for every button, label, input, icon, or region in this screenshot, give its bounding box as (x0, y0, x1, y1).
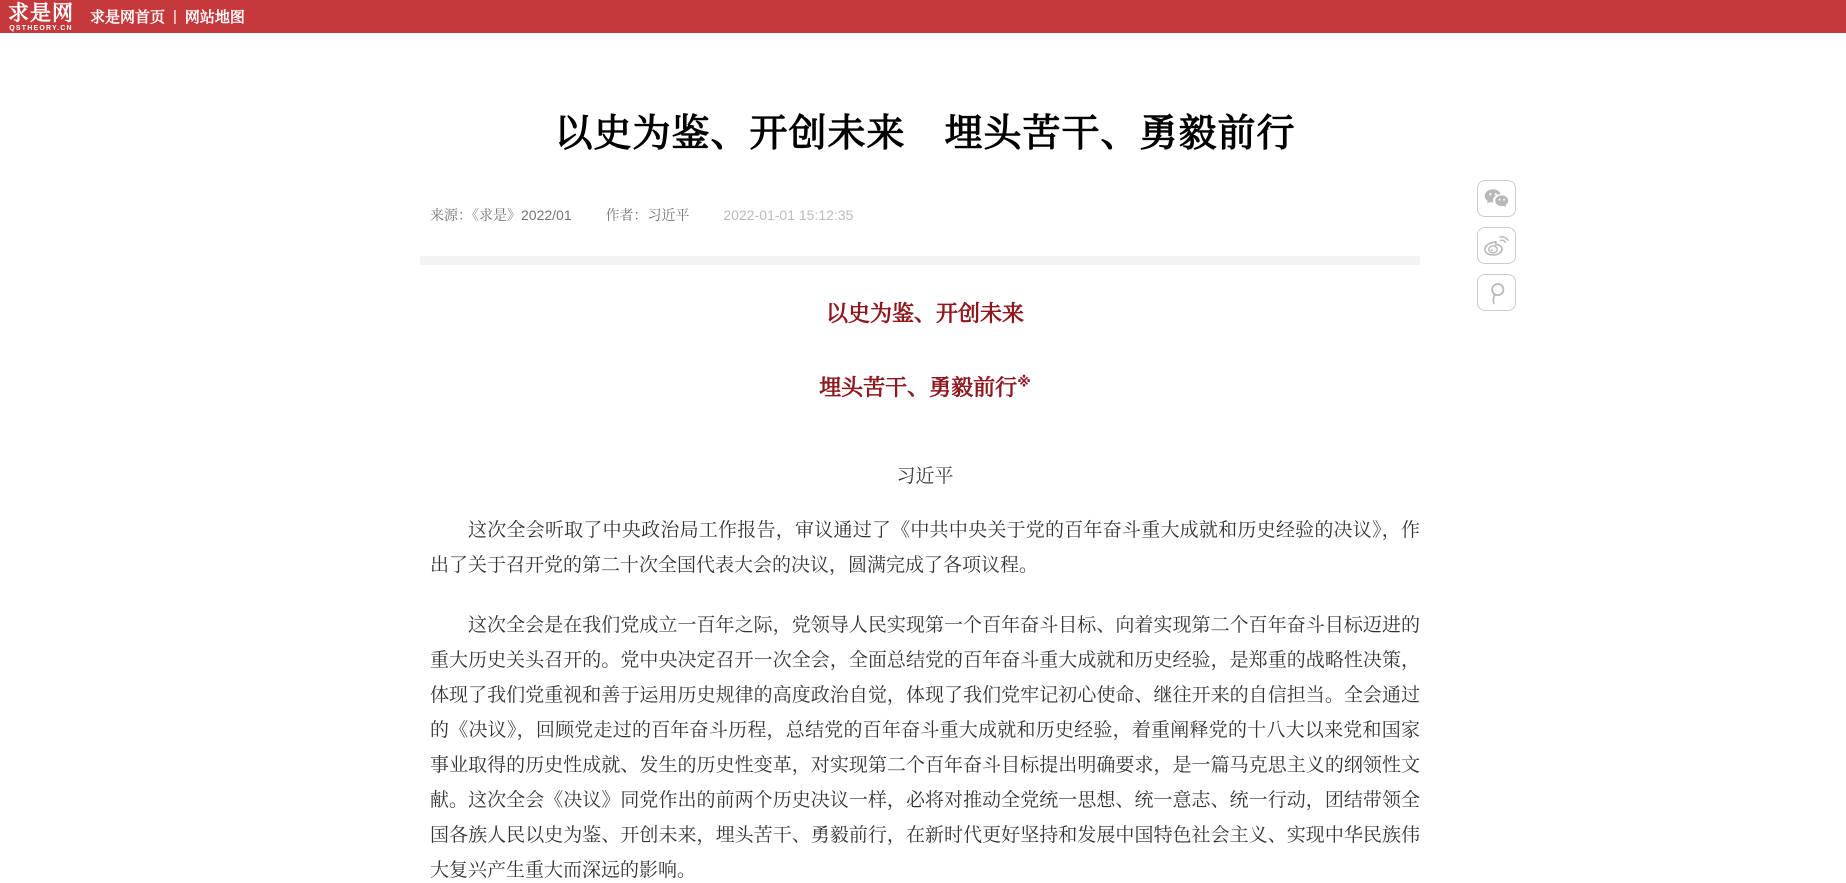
wechat-share-button[interactable] (1477, 180, 1516, 217)
article-column (430, 33, 1420, 883)
site-logo[interactable] (6, 2, 76, 32)
tencent-weibo-share-button[interactable] (1477, 274, 1516, 311)
article-paragraph: 这次全会听取了中央政治局工作报告，审议通过了《中共中央关于党的百年奋斗重大成就和历史经验的决议》，作出了关于召开党的第二十次全国代表大会的决议，圆满完成了各项议程。 (430, 520, 1420, 577)
article-byline: 习近平 (896, 465, 954, 488)
subtitle-footnote-mark: ※ (1017, 373, 1031, 390)
article-body (430, 513, 1420, 883)
meta-author-label: 作者： (605, 206, 648, 223)
meta-timestamp: 2022-01-01 15:12:35 (723, 206, 854, 223)
top-header-bar (0, 0, 1846, 33)
site-logo-subtitle: QSTHEORY.CN (9, 24, 73, 32)
article-subtitle-line1: 以史为鉴、开创未来 (825, 300, 1024, 326)
page-title: 以史为鉴、开创未来 埋头苦干、勇毅前行 (554, 113, 1296, 155)
tencent-weibo-icon (1484, 280, 1510, 306)
subtitle-line2-text: 埋头苦干、勇毅前行 (819, 374, 1018, 400)
wechat-icon (1483, 187, 1510, 211)
article-paragraph: 这次全会是在我们党成立一百年之际，党领导人民实现第一个百年奋斗目标、向着实现第二个百年奋斗目标迈进的重大历史关头召开的。党中央决定召开一次全会，全面总结党的百年奋斗重大成就和历史经验，是郑重的战略性决策，体现了我们党重视和善于运用历史规律的高度政治自觉，体现了我们党牢记初心使命、继往开来的自信担当。全会通过的《决议》，回顾党走过的百年奋斗历程，总结党的百年奋斗重大成就和历史经验，着重阐释党的十八大以来党和国家事业取得的历史性成就、发生的历史性变革，对实现第二个百年奋斗目标提出明确要求，是一篇马克思主义的纲领性文献。这次全会《决议》同党作出的前两个历史决议一样，必将对推动全党统一思想、统一意志、统一行动，团结带领全国各族人民以史为鉴、开创未来，埋头苦干、勇毅前行，在新时代更好坚持和发展中国特色社会主义、实现中华民族伟大复兴产生重大而深远的影响。 (430, 615, 1420, 882)
page-body (0, 33, 1846, 883)
nav-home-link[interactable]: 求是网首页 (90, 9, 166, 26)
weibo-share-button[interactable] (1477, 227, 1516, 264)
meta-source-label: 来源： (430, 206, 472, 223)
nav-separator: | (173, 8, 177, 25)
share-panel (1477, 180, 1516, 321)
meta-author (606, 207, 690, 223)
meta-source (430, 207, 572, 223)
article-subtitle-line2 (430, 375, 1420, 401)
weibo-icon (1483, 234, 1510, 258)
section-divider (420, 256, 1420, 265)
article-meta (430, 205, 1420, 225)
nav-sitemap-link[interactable]: 网站地图 (184, 9, 245, 26)
top-navigation (90, 6, 245, 27)
site-logo-title: 求是网 (8, 1, 74, 25)
meta-author-value: 习近平 (647, 206, 690, 223)
meta-source-value: 《求是》2022/01 (472, 206, 572, 223)
